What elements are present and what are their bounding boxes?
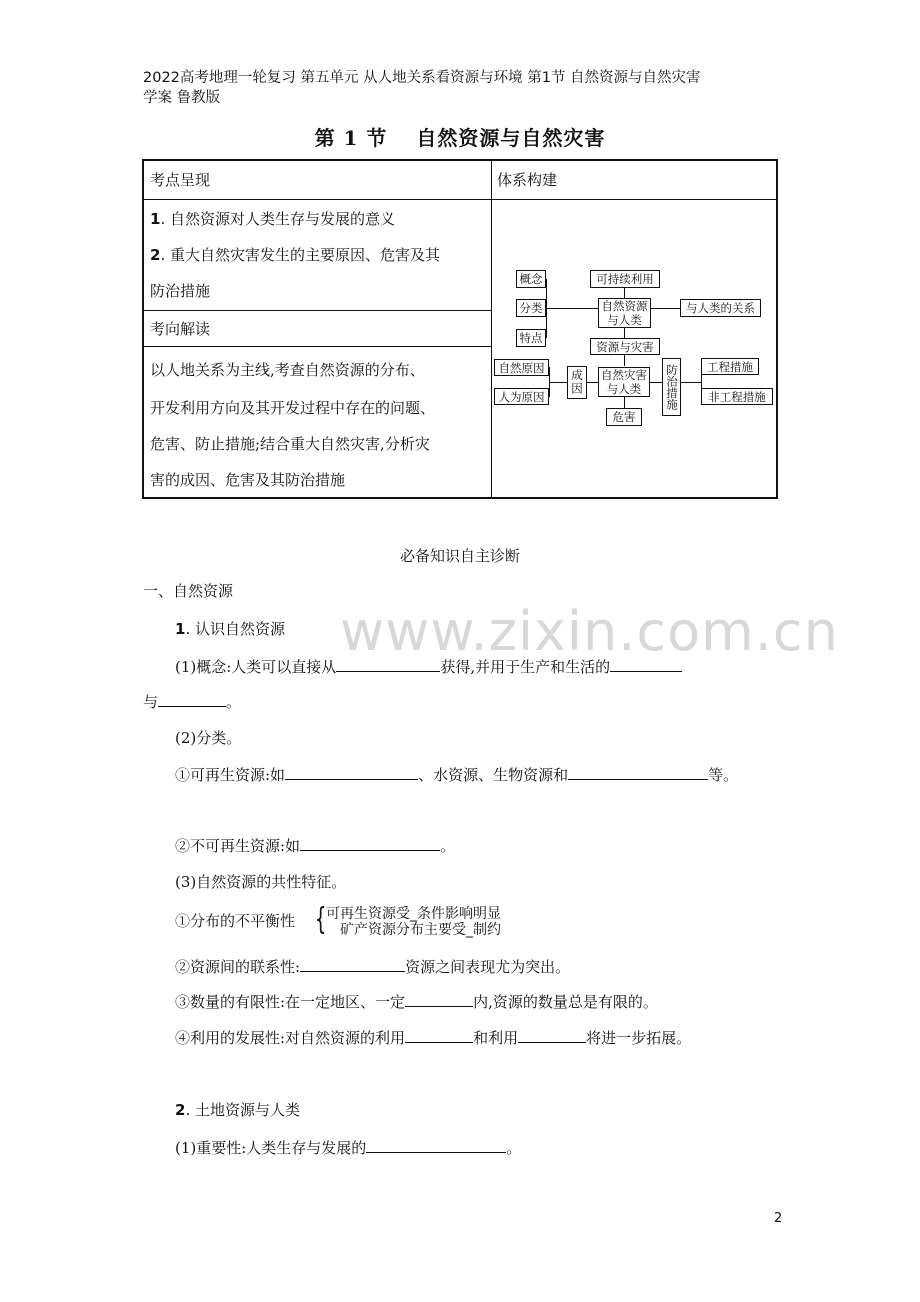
paragraph-classification: (2)分类。 [175,729,242,747]
paragraph-renewable: ①可再生资源:如 、水资源、生物资源和 等。 [175,763,738,786]
diagram-box-yurenlei: 与人类的关系 [680,299,761,317]
diagram-box-gongcheng: 工程措施 [701,358,759,375]
document-header-line-2: 学案 鲁教版 [143,90,221,106]
kaodian-item-2: 2. 重大自然灾害发生的主要原因、危害及其 [150,246,440,264]
paragraph-development: ④利用的发展性:对自然资源的利用 和利用 将进一步拓展。 [175,1026,691,1049]
kaoxiang-line-4: 害的成因、危害及其防治措施 [150,471,346,489]
blank-9[interactable] [405,1026,473,1043]
diagram-box-fenlei: 分类 [516,299,546,317]
blank-10[interactable] [518,1026,586,1043]
paragraph-concept-cont: 与 。 [143,690,241,713]
watermark: www.zixin.com.cn [340,600,839,663]
page-number: 2 [774,1211,783,1226]
kaoxiang-line-3: 危害、防止措施;结合重大自然灾害,分析灾 [150,435,430,453]
blank-4[interactable] [285,763,418,780]
blank-11[interactable] [366,1136,506,1153]
subtitle: 必备知识自主诊断 [399,547,520,565]
brace-icon: { [314,902,327,937]
paragraph-concept: (1)概念:人类可以直接从 获得,并用于生产和生活的 [175,655,682,678]
paragraph-linkage: ②资源间的联系性: 资源之间表现尤为突出。 [175,955,570,978]
kaoxiang-line-2: 开发利用方向及其开发过程中存在的问题、 [150,399,436,417]
diagram-box-chengyin: 成因 [567,366,587,399]
blank-5[interactable] [568,763,708,780]
diagram-box-renweiyuanyin: 人为原因 [494,388,549,405]
blank-8[interactable] [405,990,473,1007]
item-1-heading: 1. 认识自然资源 [175,620,285,638]
blank-3[interactable] [158,690,226,707]
diagram-box-zaihai: 自然灾害 与人类 [598,367,650,397]
paragraph-imbalance: ①分布的不平衡性 [175,912,296,930]
kaoxiang-header: 考向解读 [150,320,211,338]
diagram-box-tedian: 特点 [516,329,546,347]
paragraph-importance: (1)重要性:人类生存与发展的 。 [175,1136,521,1159]
blank-2[interactable] [610,655,682,672]
diagram-box-fangzhi: 防治措施 [662,358,681,416]
blank-1[interactable] [336,655,440,672]
diagram-box-kechixu: 可持续利用 [590,270,660,288]
diagram-box-ziranziyuan: 自然资源 与人类 [598,298,651,328]
brace-line-1: 可再生资源受_条件影响明显 [326,906,501,922]
tixi-header: 体系构建 [497,171,558,189]
kaodian-header: 考点呈现 [150,171,211,189]
section-title: 第 1 节 自然资源与自然灾害 [314,126,606,150]
kaoxiang-line-1: 以人地关系为主线,考查自然资源的分布、 [150,361,425,379]
kaodian-item-2-cont: 防治措施 [150,282,211,300]
diagram-box-feigongcheng: 非工程措施 [701,388,773,405]
blank-7[interactable] [300,955,405,972]
diagram-box-weihai: 危害 [606,408,642,426]
diagram-box-ziranyuanyin: 自然原因 [494,359,549,376]
blank-6[interactable] [300,834,440,851]
paragraph-limited: ③数量的有限性:在一定地区、一定 内,资源的数量总是有限的。 [175,990,658,1013]
kaodian-item-1: 1. 自然资源对人类生存与发展的意义 [150,210,395,228]
paragraph-nonrenewable: ②不可再生资源:如 。 [175,834,455,857]
item-2-heading: 2. 土地资源与人类 [175,1101,300,1119]
diagram-box-ziyuanzaihai: 资源与灾害 [590,338,660,355]
brace-line-2: 矿产资源分布主要受_制约 [340,922,501,938]
document-header-line-1: 2022高考地理一轮复习 第五单元 从人地关系看资源与环境 第1节 自然资源与自然灾害 [143,70,701,86]
diagram-box-gainian: 概念 [516,270,546,288]
paragraph-features: (3)自然资源的共性特征。 [175,873,347,891]
section-heading-1: 一、自然资源 [143,582,234,600]
